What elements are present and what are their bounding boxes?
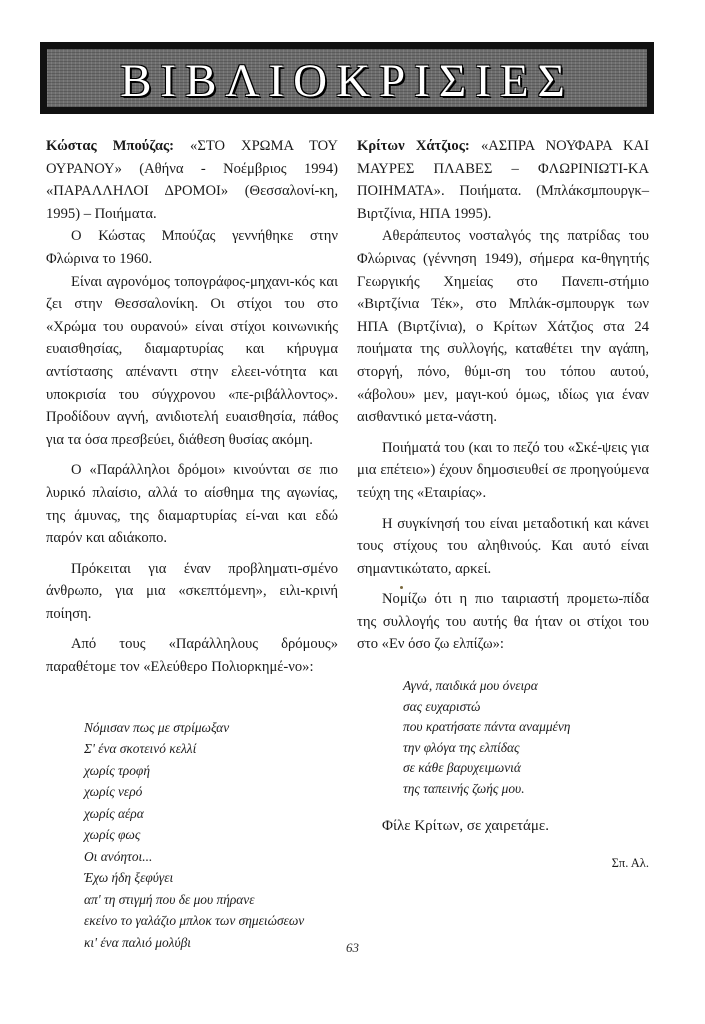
paragraph: Αθεράπευτος νοσταλγός της πατρίδας του Φλώρινας (γέννηση 1949), σήμερα κα-θηγητής Γεωργικής Χημείας στο Πανεπι-στήμιο «Βιρτζίνια Τέκ», στο Μπλάκ-σμπουργκ των ΗΠΑ (Βιρτζίνια), ο Κρίτων Χάτζιος στα 24 ποιήματα της συλλογής, καταθέτει την αγάπη, στοργή, πόνο, θύμι-ση του τόπου αυτού, «άβολου» μεν, μαγι-κού όμως, ιδίως για έναν αισθαντικό μετα-νάστη.: [357, 228, 649, 426]
poem-line: χωρίς φως: [84, 827, 141, 843]
paragraph: Πρόκειται για έναν προβληματι-σμένο άνθρωπο, για μια «σκεπτόμενη», ειλι-κρινή ποίηση.: [46, 560, 338, 622]
poem-line: χωρίς τροφή: [84, 762, 150, 778]
poem-excerpt: [403, 676, 649, 799]
page-number: 63: [346, 940, 359, 955]
closing-line: Φίλε Κρίτων, σε χαιρετάμε.: [382, 818, 549, 835]
poem-line: Οι ανόητοι...: [84, 848, 153, 864]
poem-line: χωρίς νερό: [84, 784, 143, 800]
poem-line: Νόμισαν πως με στρίμωξαν: [84, 719, 230, 735]
review-intro: [46, 135, 338, 225]
review-column-left: [46, 135, 338, 953]
banner-frame: [45, 47, 649, 109]
poem-line: χωρίς αέρα: [84, 805, 144, 821]
paragraph: Η συγκίνησή του είναι μεταδοτική και κάνει τους στίχους του αληθινούς. Και αυτό είναι σημαντικώτατο, αρκεί.: [357, 515, 649, 577]
section-title: ΒΙΒΛΙΟΚΡΙΣΙΕΣ: [120, 54, 574, 107]
paragraph: Ο Κώστας Μπούζας γεννήθηκε στην Φλώρινα το 1960.: [46, 228, 338, 267]
section-banner: [40, 42, 654, 114]
poem-line: σε κάθε βαρυχειμωνιά: [403, 760, 521, 776]
poem-line: της ταπεινής ζωής μου.: [403, 780, 525, 796]
author-name: Κώστας Μπούζας:: [46, 138, 175, 154]
poem-line: που κρατήσατε πάντα αναμμένη: [403, 719, 571, 735]
poem-line: Αγνά, παιδικά μου όνειρα: [403, 678, 538, 694]
poem-excerpt: [84, 717, 338, 954]
poem-line: την φλόγα της ελπίδας: [403, 739, 520, 755]
poem-line: σας ευχαριστώ: [403, 698, 481, 714]
author-name: Κρίτων Χάτζιος:: [357, 138, 470, 154]
paragraph: Από τους «Παράλληλους δρόμους» παραθέτομε τον «Ελεύθερο Πολιορκημέ-νο»:: [46, 636, 338, 676]
paragraph: Νομίζω ότι η πιο ταιριαστή προμετω-πίδα της συλλογής του αυτής θα ήταν οι στίχοι του στο «Εν όσο ζω ελπίζω»:: [357, 591, 649, 653]
signature: Σπ. Αλ.: [611, 855, 649, 870]
poem-line: Σ' ένα σκοτεινό κελλί: [84, 741, 197, 757]
paragraph: Ο «Παράλληλοι δρόμοι» κινούνται σε πιο λυρικό πλαίσιο, αλλά το αίσθημα της αγωνίας, της άμυνας, της διαμαρτυρίας εί-ναι και εδώ παρόν και αδιάκοπο.: [46, 462, 338, 547]
review-intro: [357, 135, 649, 225]
poem-line: εκείνο το γαλάζιο μπλοκ των σημειώσεων: [84, 913, 305, 929]
paragraph: Είναι αγρονόμος τοπογράφος-μηχανι-κός και ζει στην Θεσσαλονίκη. Οι στίχοι του στο «Χρώμα του ουρανού» είναι στίχοι κοινωνικής ευαισθησίας, διαμαρτυρίας και κήρυγμα αντίστασης απέναντι στην ελεει-νότητα και υποκρισία του σύγχρονου «πε-ριβάλλοντος». Προδίδουν αγνή, ανιδιοτελή ευαισθησία, πάθος για τα όσα πρεσβεύει, διάθεση θυσίας ακόμη.: [46, 273, 338, 448]
book-info: «ΣΤΟ ΧΡΩΜΑ ΤΟΥ ΟΥΡΑΝΟΥ» (Αθήνα - Νοέμβριος 1994) «ΠΑΡΑΛΛΗΛΟΙ ΔΡΟΜΟΙ» (Θεσσαλονί-κη, 1995) – Ποιήματα.: [46, 138, 338, 222]
ink-speck: [400, 586, 403, 589]
book-info: «ΑΣΠΡΑ ΝΟΥΦΑΡΑ ΚΑΙ ΜΑΥΡΕΣ ΠΛΑΒΕΣ – ΦΛΩΡΙΝΙΩΤΙ-ΚΑ ΠΟΙΗΜΑΤΑ». Ποιήματα. (Μπλάκσμπουργκ–Βιρτζίνια, ΗΠΑ 1995).: [357, 138, 649, 222]
review-column-right: [357, 135, 649, 874]
poem-line: απ' τη στιγμή που δε μου πήρανε: [84, 891, 255, 907]
poem-line: Έχω ήδη ξεφύγει: [84, 870, 174, 886]
paragraph: Ποιήματά του (και το πεζό του «Σκέ-ψεις για μια επέτειο») έχουν δημοσιευθεί σε προηγούμενα τεύχη της «Εταιρίας».: [357, 439, 649, 501]
poem-line: κι' ένα παλιό μολύβι: [84, 934, 192, 950]
